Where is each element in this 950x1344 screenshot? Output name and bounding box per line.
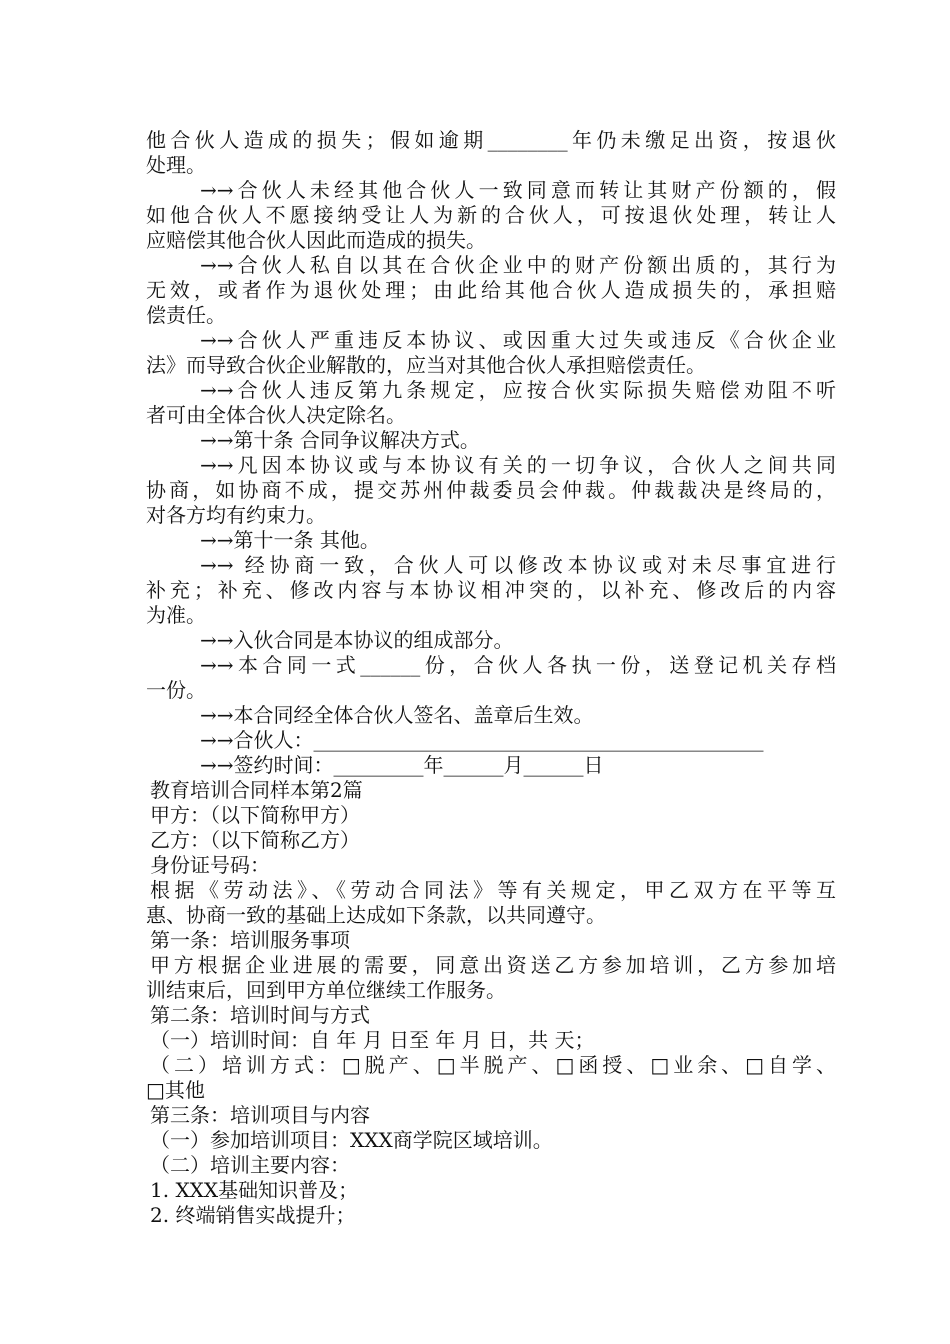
text-line: →→入伙合同是本协议的组成部分。	[200, 628, 514, 652]
text-line: 偿责任。	[146, 303, 226, 327]
text-line: 一份。	[146, 678, 206, 702]
text-line: 第一条：培训服务事项	[150, 928, 350, 952]
text-line: （二）培训方式：□脱产、□半脱产、□函授、□业余、□自学、	[150, 1053, 836, 1077]
text-line: 补充；补充、修改内容与本协议相冲突的，以补充、修改后的内容	[146, 578, 836, 602]
text-line: 无效，或者作为退伙处理；由此给其他合伙人造成损失的，承担赔	[146, 278, 836, 302]
text-line: →→签约时间：_________年______月______日	[200, 753, 604, 777]
text-line: →→第十条 合同争议解决方式。	[200, 428, 480, 452]
text-line: 对各方均有约束力。	[146, 503, 326, 527]
text-line: →→第十一条 其他。	[200, 528, 380, 552]
text-line: 处理。	[146, 153, 206, 177]
text-line: →→合伙人私自以其在合伙企业中的财产份额出质的，其行为	[200, 253, 836, 277]
text-line: 根据《劳动法》、《劳动合同法》等有关规定，甲乙双方在平等互	[150, 878, 836, 902]
text-line: 为准。	[146, 603, 206, 627]
text-line: 第三条：培训项目与内容	[150, 1103, 370, 1127]
text-line: →→合伙人违反第九条规定，应按合伙实际损失赔偿劝阻不听	[200, 378, 836, 402]
text-line: □其他	[146, 1078, 205, 1102]
text-line: →→合伙人严重违反本协议、或因重大过失或违反《合伙企业	[200, 328, 836, 352]
section-title: 教育培训合同样本第2篇	[150, 778, 363, 802]
text-line: 2. 终端销售实战提升；	[150, 1203, 356, 1227]
text-line: 协商，如协商不成，提交苏州仲裁委员会仲裁。仲裁裁决是终局的，	[146, 478, 836, 502]
text-line: →→合伙人未经其他合伙人一致同意而转让其财产份额的，假	[200, 178, 836, 202]
text-line: 第二条：培训时间与方式	[150, 1003, 370, 1027]
text-line: →→本合同经全体合伙人签名、盖章后生效。	[200, 703, 594, 727]
text-line: 1. XXX基础知识普及；	[150, 1178, 359, 1202]
text-line: →→ 经协商一致，合伙人可以修改本协议或对未尽事宜进行	[200, 553, 836, 577]
text-line: 身份证号码：	[150, 853, 270, 877]
text-line: 法》而导致合伙企业解散的，应当对其他合伙人承担赔偿责任。	[146, 353, 706, 377]
text-line: →→凡因本协议或与本协议有关的一切争议，合伙人之间共同	[200, 453, 836, 477]
text-line: 乙方：（以下简称乙方）	[150, 828, 360, 852]
text-line: →→本合同一式______份，合伙人各执一份，送登记机关存档	[200, 653, 836, 677]
text-line: 训结束后，回到甲方单位继续工作服务。	[146, 978, 506, 1002]
text-line: （一）参加培训项目：XXX商学院区域培训。	[150, 1128, 553, 1152]
text-line: 他合伙人造成的损失；假如逾期________年仍未缴足出资，按退伙	[146, 128, 836, 152]
text-line: 惠、协商一致的基础上达成如下条款，以共同遵守。	[146, 903, 606, 927]
text-line: （二）培训主要内容：	[150, 1153, 350, 1177]
text-line: 如他合伙人不愿接纳受让人为新的合伙人，可按退伙处理，转让人	[146, 203, 836, 227]
text-line: 甲方根据企业进展的需要，同意出资送乙方参加培训，乙方参加培	[150, 953, 836, 977]
text-line: 者可由全体合伙人决定除名。	[146, 403, 406, 427]
text-line: 应赔偿其他合伙人因此而造成的损失。	[146, 228, 486, 252]
text-line: →→合伙人：_____________________________________________	[200, 728, 764, 752]
text-line: 甲方：（以下简称甲方）	[150, 803, 360, 827]
text-line: （一）培训时间：自 年 月 日至 年 月 日，共 天；	[150, 1028, 595, 1052]
